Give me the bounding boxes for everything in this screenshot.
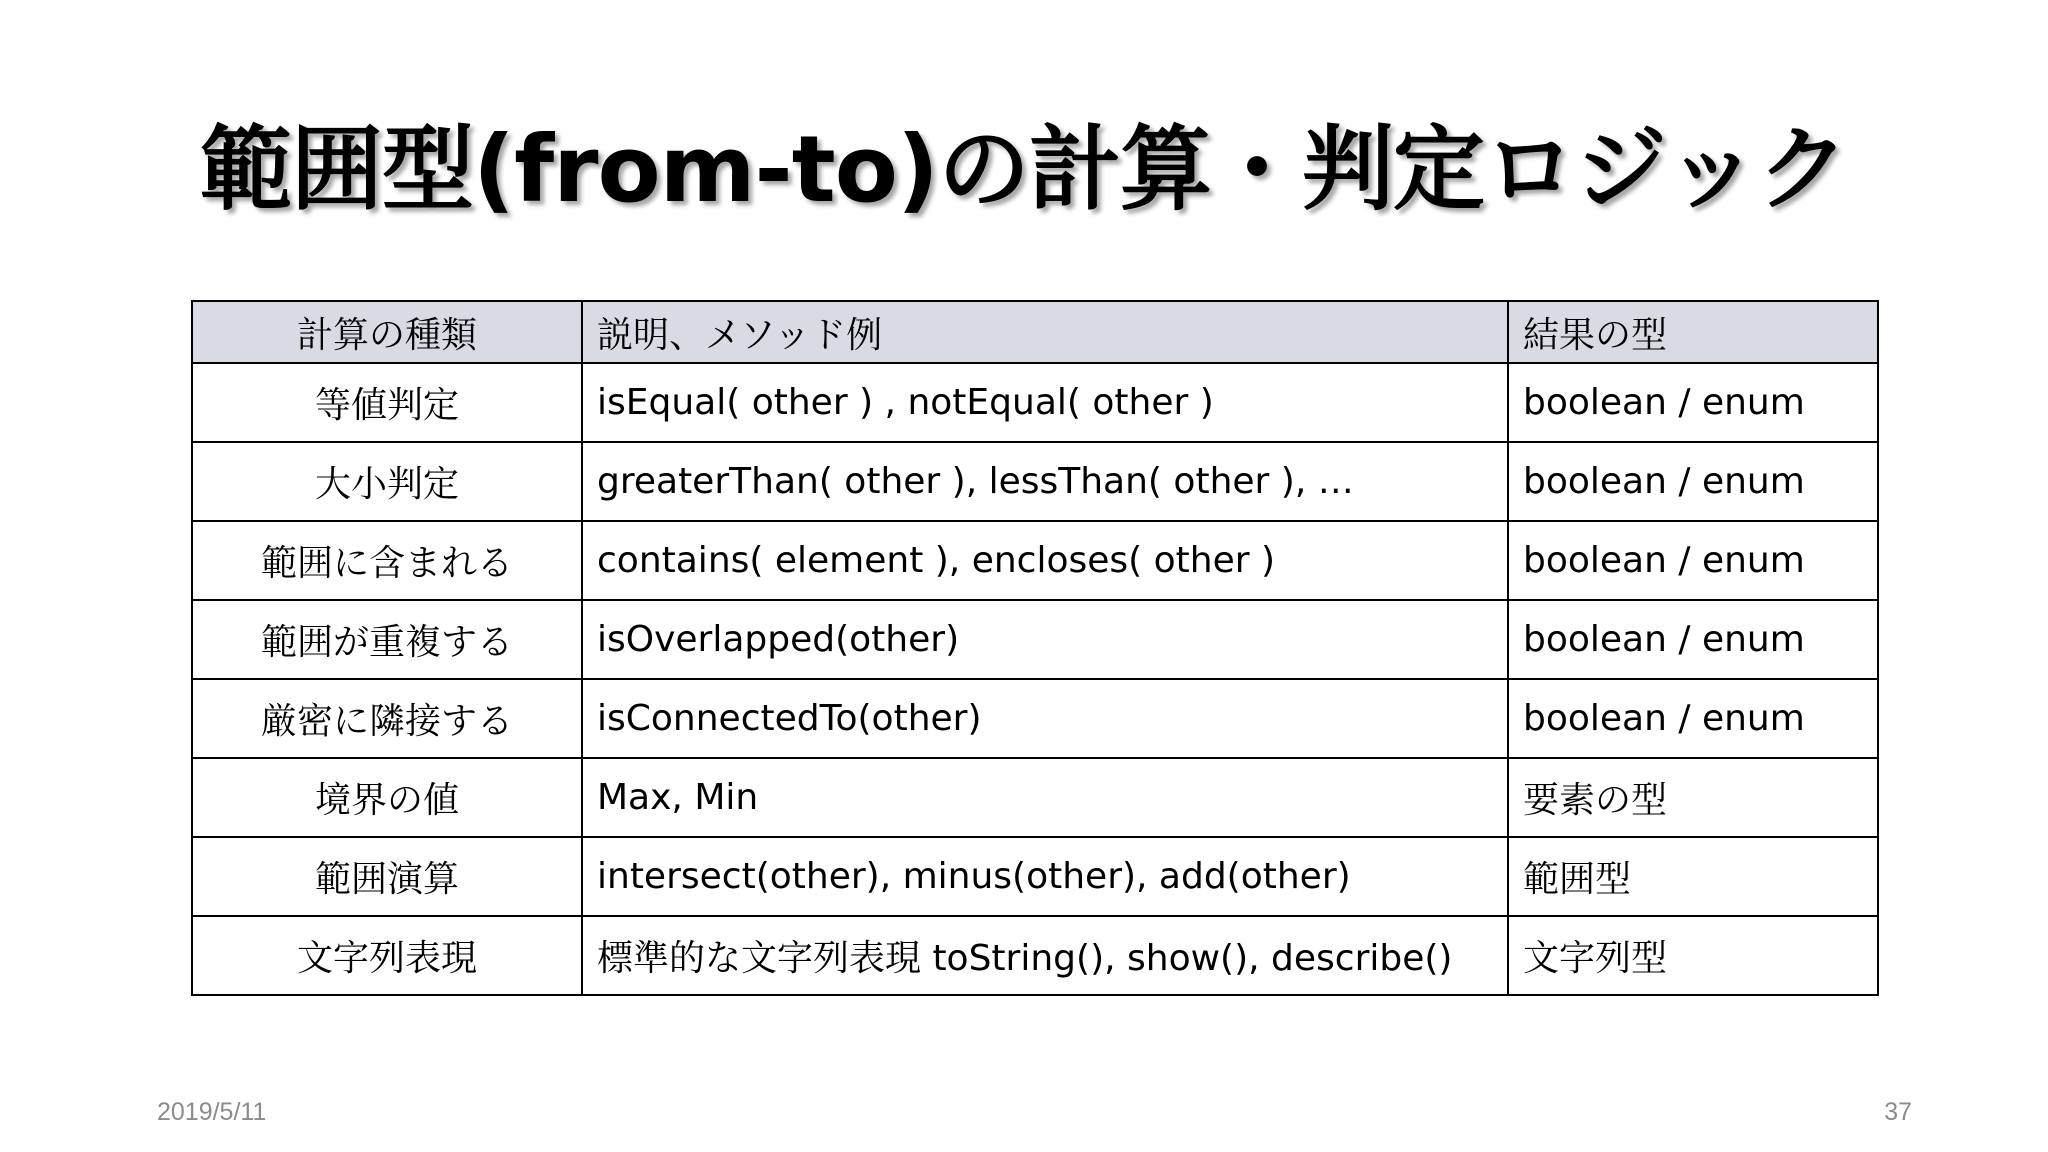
result-type-cell: boolean / enum <box>1508 442 1878 521</box>
kind-cell: 等値判定 <box>192 363 582 442</box>
table-row <box>192 363 1878 442</box>
kind-cell: 厳密に隣接する <box>192 679 582 758</box>
kind-cell: 範囲に含まれる <box>192 521 582 600</box>
header-kind: 計算の種類 <box>192 301 582 363</box>
table-row <box>192 916 1878 995</box>
description-cell: isOverlapped(other) <box>582 600 1508 679</box>
table-row <box>192 600 1878 679</box>
description-cell: isEqual( other ) , notEqual( other ) <box>582 363 1508 442</box>
header-description: 説明、メソッド例 <box>582 301 1508 363</box>
description-cell: 標準的な文字列表現 toString(), show(), describe() <box>582 916 1508 995</box>
slide-title: 範囲型(from-to)の計算・判定ロジック <box>200 116 1848 223</box>
description-cell: intersect(other), minus(other), add(other) <box>582 837 1508 916</box>
description-cell: isConnectedTo(other) <box>582 679 1508 758</box>
description-cell: greaterThan( other ), lessThan( other ), … <box>582 442 1508 521</box>
header-result-type: 結果の型 <box>1508 301 1878 363</box>
result-type-cell: boolean / enum <box>1508 679 1878 758</box>
table-row <box>192 679 1878 758</box>
table-row <box>192 521 1878 600</box>
result-type-cell: boolean / enum <box>1508 363 1878 442</box>
kind-cell: 境界の値 <box>192 758 582 837</box>
description-cell: contains( element ), encloses( other ) <box>582 521 1508 600</box>
page-number: 37 <box>1884 1098 1912 1126</box>
result-type-cell: boolean / enum <box>1508 521 1878 600</box>
kind-cell: 範囲が重複する <box>192 600 582 679</box>
kind-cell: 範囲演算 <box>192 837 582 916</box>
result-type-cell: 文字列型 <box>1508 916 1878 995</box>
range-logic-table <box>191 300 1879 996</box>
kind-cell: 文字列表現 <box>192 916 582 995</box>
table-row <box>192 837 1878 916</box>
result-type-cell: boolean / enum <box>1508 600 1878 679</box>
table-row <box>192 442 1878 521</box>
result-type-cell: 要素の型 <box>1508 758 1878 837</box>
description-cell: Max, Min <box>582 758 1508 837</box>
table-header-row <box>192 301 1878 363</box>
result-type-cell: 範囲型 <box>1508 837 1878 916</box>
footer-date: 2019/5/11 <box>157 1098 267 1126</box>
table-row <box>192 758 1878 837</box>
kind-cell: 大小判定 <box>192 442 582 521</box>
